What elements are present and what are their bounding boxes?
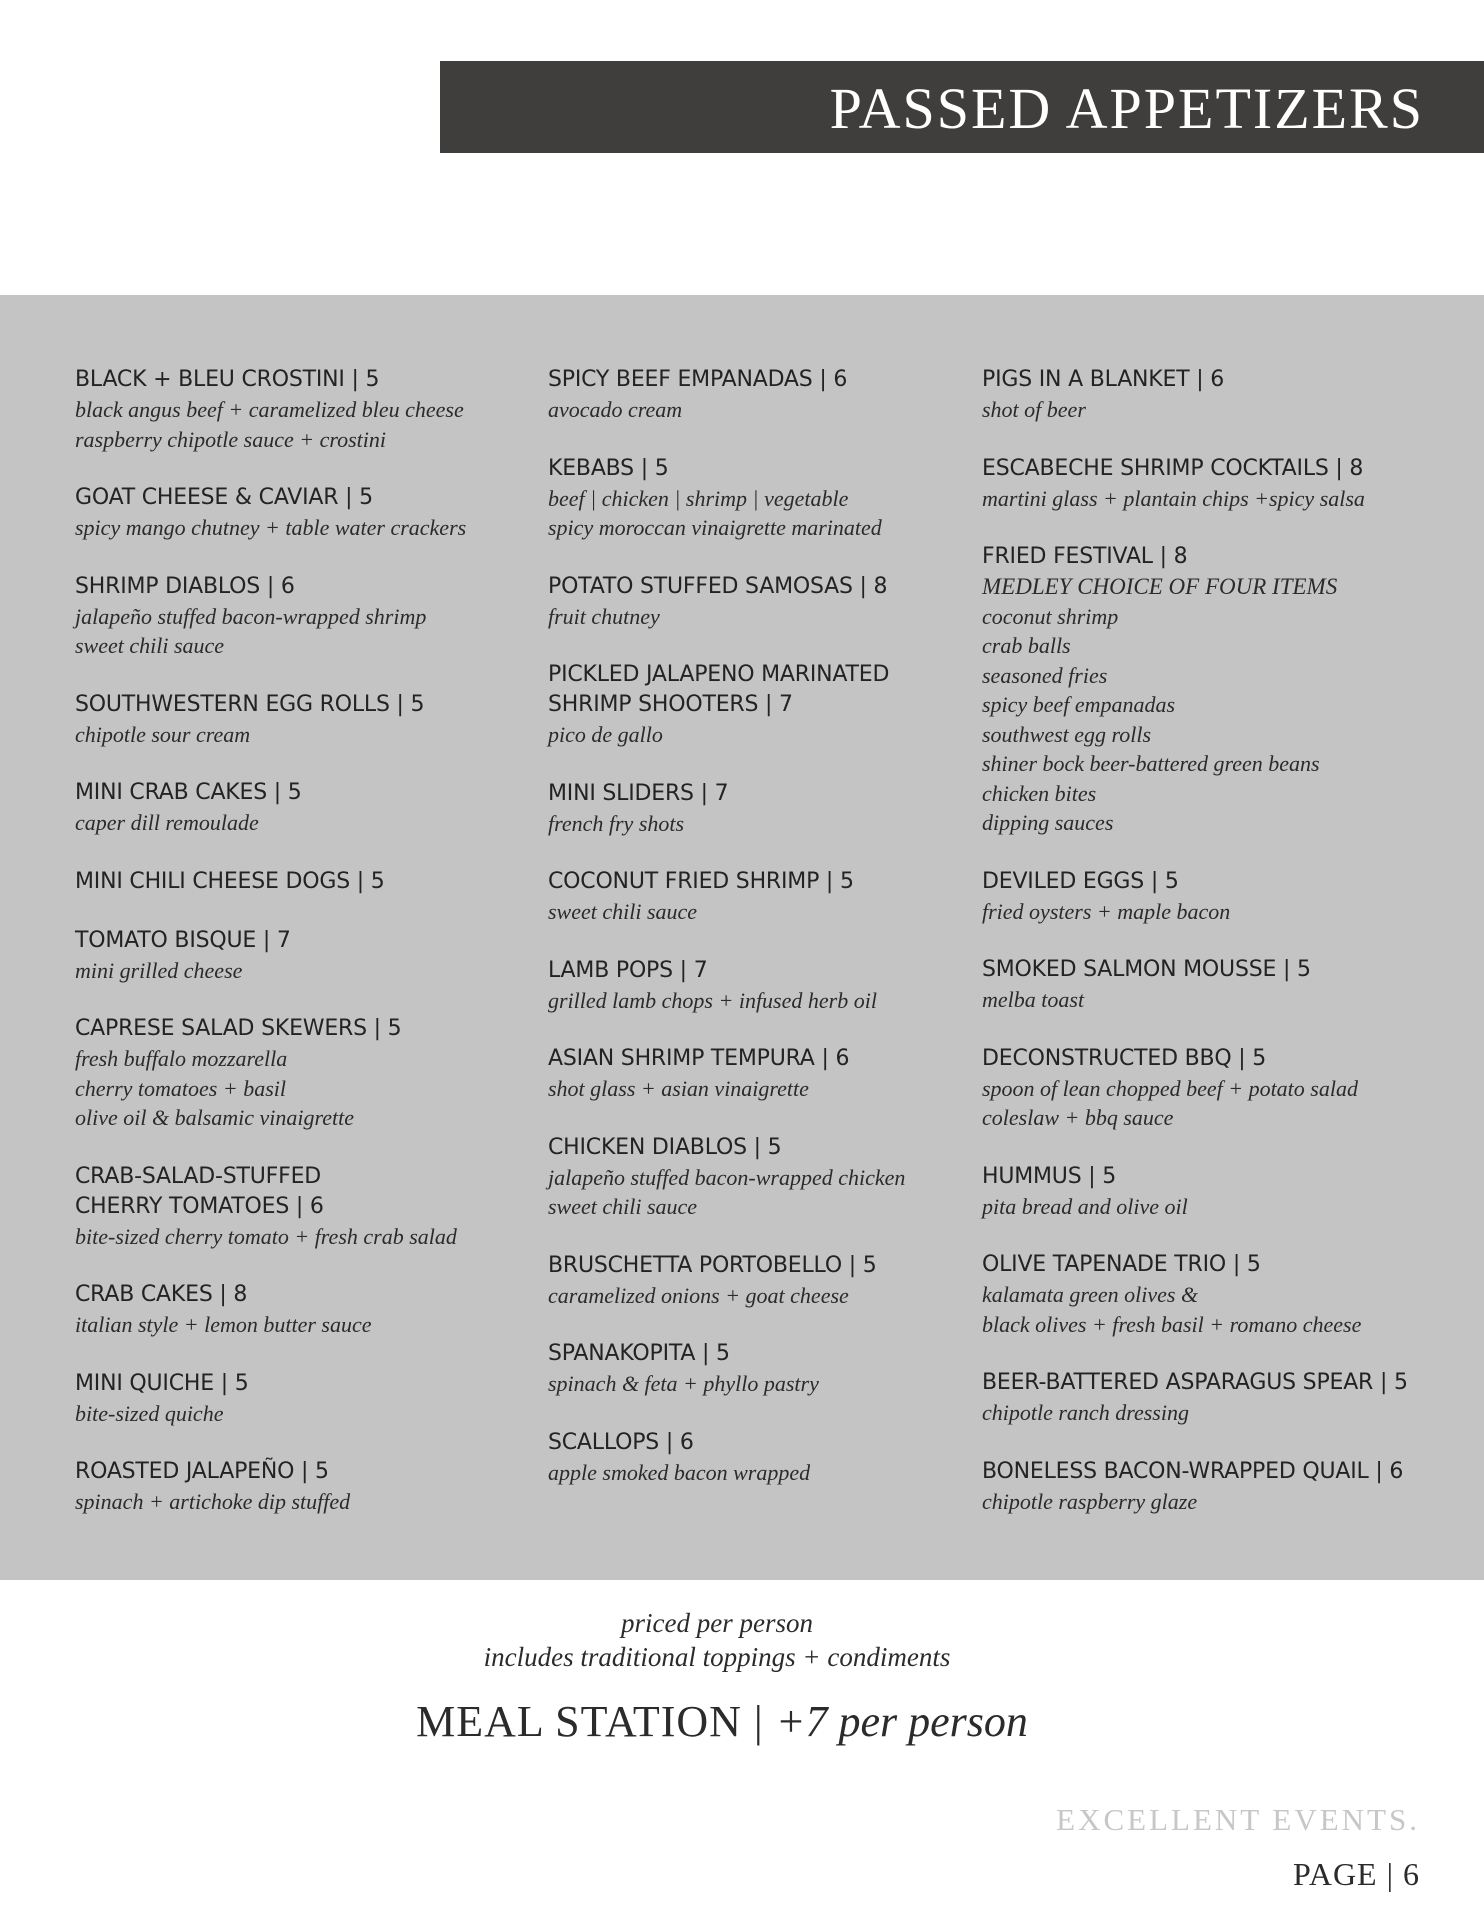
menu-item	[548, 660, 948, 750]
menu-item-description: sweet chili sauce	[548, 1194, 698, 1219]
menu-item-description: black olives + fresh basil + romano cheese	[982, 1311, 1362, 1337]
menu-item-name: CRAB CAKES | 8	[75, 1282, 248, 1307]
menu-item-name: TOMATO BISQUE | 7	[75, 927, 291, 953]
menu-item-description: spicy beef empanadas	[982, 692, 1176, 717]
page-title: PASSED APPETIZERS	[829, 76, 1424, 141]
menu-item-name: MINI CHILI CHEESE DOGS | 5	[75, 868, 385, 894]
menu-item	[75, 778, 505, 838]
menu-item-name: SPICY BEEF EMPANADAS | 6	[548, 367, 848, 392]
menu-item-description: shot glass + asian vinaigrette	[548, 1076, 809, 1101]
menu-item	[548, 365, 948, 425]
menu-item-description: spoon of lean chopped beef + potato salad	[982, 1075, 1358, 1101]
menu-item-description: spinach & feta + phyllo pastry	[548, 1371, 819, 1396]
menu-item-name: PIGS IN A BLANKET | 6	[982, 367, 1225, 392]
toppings-note: includes traditional toppings + condiments	[483, 1642, 951, 1672]
menu-item-name: ROASTED JALAPEÑO | 5	[75, 1459, 329, 1484]
menu-item-name: SHRIMP DIABLOS | 6	[75, 573, 295, 599]
menu-item	[982, 542, 1462, 838]
menu-item	[75, 1280, 505, 1340]
menu-item-description: caper dill remoulade	[75, 810, 259, 835]
pricing-note: priced per person	[621, 1608, 813, 1638]
menu-item	[75, 867, 505, 897]
menu-item-description: martini glass + plantain chips +spicy salsa	[982, 485, 1365, 511]
menu-item-description: coconut shrimp	[982, 603, 1119, 629]
menu-item-description: shot of beer	[982, 397, 1086, 422]
menu-item-name: CRAB-SALAD-STUFFED CHERRY TOMATOES | 6	[75, 1163, 324, 1219]
menu-item-description: melba toast	[982, 987, 1085, 1012]
menu-item	[75, 1457, 505, 1517]
menu-item-description: jalapeño stuffed bacon-wrapped shrimp	[75, 603, 427, 629]
menu-item-name: CAPRESE SALAD SKEWERS | 5	[75, 1016, 402, 1041]
menu-item	[548, 1044, 948, 1104]
menu-item	[75, 690, 505, 750]
menu-item-name: COCONUT FRIED SHRIMP | 5	[548, 869, 854, 894]
menu-item	[982, 1044, 1462, 1133]
menu-item	[982, 955, 1462, 1015]
page-number: PAGE | 6	[1292, 1856, 1420, 1892]
menu-item	[75, 926, 505, 986]
menu-item-description: shiner bock beer-battered green beans	[982, 751, 1320, 776]
menu-item-description: kalamata green olives &	[982, 1282, 1199, 1307]
meal-station-label: MEAL STATION |	[416, 1697, 776, 1746]
menu-item-description: mini grilled cheese	[75, 957, 243, 983]
menu-item-name: SOUTHWESTERN EGG ROLLS | 5	[75, 691, 425, 717]
menu-item-description: cherry tomatoes + basil	[75, 1075, 286, 1101]
menu-item	[548, 956, 948, 1016]
menu-item-subtitle: MEDLEY CHOICE OF FOUR ITEMS	[982, 574, 1338, 599]
menu-item	[548, 867, 948, 927]
menu-item-name: LAMB POPS | 7	[548, 957, 708, 983]
menu-item-name: FRIED FESTIVAL | 8	[982, 544, 1188, 569]
menu-item	[982, 1250, 1462, 1339]
header-banner	[440, 61, 1484, 153]
menu-item-description: beef | chicken | shrimp | vegetable	[548, 485, 849, 511]
menu-item-name: SMOKED SALMON MOUSSE | 5	[982, 957, 1311, 982]
menu-item-description: dipping sauces	[982, 810, 1114, 835]
menu-item	[75, 1369, 505, 1429]
menu-item-description: grilled lamb chops + infused herb oil	[548, 987, 877, 1013]
menu-item-description: crab balls	[982, 633, 1071, 658]
menu-item-name: ESCABECHE SHRIMP COCKTAILS | 8	[982, 455, 1364, 481]
menu-item-name: HUMMUS | 5	[982, 1163, 1117, 1189]
menu-item-name: MINI QUICHE | 5	[75, 1370, 249, 1396]
menu-item-name: MINI SLIDERS | 7	[548, 780, 729, 806]
menu-panel	[0, 295, 1484, 1580]
menu-item-description: bite-sized cherry tomato + fresh crab salad	[75, 1223, 457, 1249]
menu-item-description: chipotle raspberry glaze	[982, 1488, 1198, 1514]
meal-station-price: +7 per person	[775, 1697, 1028, 1746]
menu-item	[548, 572, 948, 632]
menu-item	[548, 1339, 948, 1399]
menu-item-description: italian style + lemon butter sauce	[75, 1312, 372, 1337]
menu-item-name: MINI CRAB CAKES | 5	[75, 780, 302, 805]
menu-item-description: spicy mango chutney + table water crackers	[75, 515, 467, 540]
menu-item-description: avocado cream	[548, 397, 683, 422]
menu-item-description: coleslaw + bbq sauce	[982, 1105, 1174, 1130]
menu-item	[982, 454, 1462, 514]
menu-item-name: BLACK + BLEU CROSTINI | 5	[75, 367, 380, 392]
meal-station-line	[0, 1696, 1444, 1747]
menu-item-name: POTATO STUFFED SAMOSAS | 8	[548, 573, 888, 599]
menu-item	[982, 1457, 1462, 1517]
menu-item-description: fresh buffalo mozzarella	[75, 1046, 288, 1071]
menu-item	[982, 1368, 1462, 1428]
menu-item-description: apple smoked bacon wrapped	[548, 1459, 811, 1485]
menu-item-description: caramelized onions + goat cheese	[548, 1282, 849, 1308]
menu-item	[75, 483, 505, 543]
menu-item	[548, 1251, 948, 1311]
menu-column-1	[75, 365, 505, 1546]
menu-item-description: black angus beef + caramelized bleu cheese	[75, 397, 464, 422]
menu-item-description: chipotle ranch dressing	[982, 1400, 1189, 1425]
menu-item-description: raspberry chipotle sauce + crostini	[75, 426, 386, 452]
menu-item	[75, 1162, 505, 1252]
menu-item	[75, 572, 505, 661]
menu-item-name: OLIVE TAPENADE TRIO | 5	[982, 1252, 1261, 1277]
menu-item-name: CHICKEN DIABLOS | 5	[548, 1134, 782, 1160]
menu-item-description: bite-sized quiche	[75, 1400, 224, 1426]
menu-item-description: french fry shots	[548, 810, 685, 836]
menu-item-name: GOAT CHEESE & CAVIAR | 5	[75, 485, 373, 510]
menu-item-description: chipotle sour cream	[75, 721, 251, 747]
menu-item	[982, 365, 1462, 425]
menu-item-description: olive oil & balsamic vinaigrette	[75, 1105, 355, 1130]
menu-item	[75, 365, 505, 454]
brand-wordmark: EXCELLENT EVENTS.	[1056, 1802, 1420, 1837]
menu-item-description: sweet chili sauce	[548, 899, 698, 924]
menu-item	[548, 1133, 948, 1222]
menu-item-description: chicken bites	[982, 780, 1097, 806]
menu-item-description: jalapeño stuffed bacon-wrapped chicken	[548, 1164, 906, 1190]
menu-item-name: ASIAN SHRIMP TEMPURA | 6	[548, 1046, 850, 1071]
menu-item-name: BEER-BATTERED ASPARAGUS SPEAR | 5	[982, 1370, 1408, 1395]
menu-item-description: fruit chutney	[548, 603, 660, 629]
menu-item-description: spinach + artichoke dip stuffed	[75, 1489, 351, 1514]
menu-item-description: southwest egg rolls	[982, 721, 1152, 747]
menu-item-description: sweet chili sauce	[75, 633, 225, 658]
menu-item-name: PICKLED JALAPENO MARINATED SHRIMP SHOOTERS | 7	[548, 662, 890, 717]
menu-item-name: BRUSCHETTA PORTOBELLO | 5	[548, 1252, 877, 1278]
menu-item-name: SCALLOPS | 6	[548, 1429, 694, 1455]
menu-item	[982, 1162, 1462, 1222]
menu-item-description: seasoned fries	[982, 662, 1108, 688]
menu-item	[548, 779, 948, 839]
menu-item	[548, 1428, 948, 1488]
menu-item	[548, 454, 948, 543]
menu-item	[982, 867, 1462, 927]
menu-item-description: pico de gallo	[548, 722, 663, 747]
menu-item	[75, 1014, 505, 1133]
menu-item-name: SPANAKOPITA | 5	[548, 1341, 730, 1366]
menu-item-name: KEBABS | 5	[548, 455, 669, 481]
menu-item-description: pita bread and olive oil	[982, 1193, 1188, 1219]
menu-item-name: DECONSTRUCTED BBQ | 5	[982, 1045, 1267, 1071]
menu-column-2	[548, 365, 948, 1516]
menu-item-name: DEVILED EGGS | 5	[982, 868, 1179, 894]
menu-item-description: spicy moroccan vinaigrette marinated	[548, 515, 882, 540]
menu-item-name: BONELESS BACON-WRAPPED QUAIL | 6	[982, 1458, 1404, 1484]
menu-item-description: fried oysters + maple bacon	[982, 898, 1231, 924]
menu-column-3	[982, 365, 1462, 1545]
